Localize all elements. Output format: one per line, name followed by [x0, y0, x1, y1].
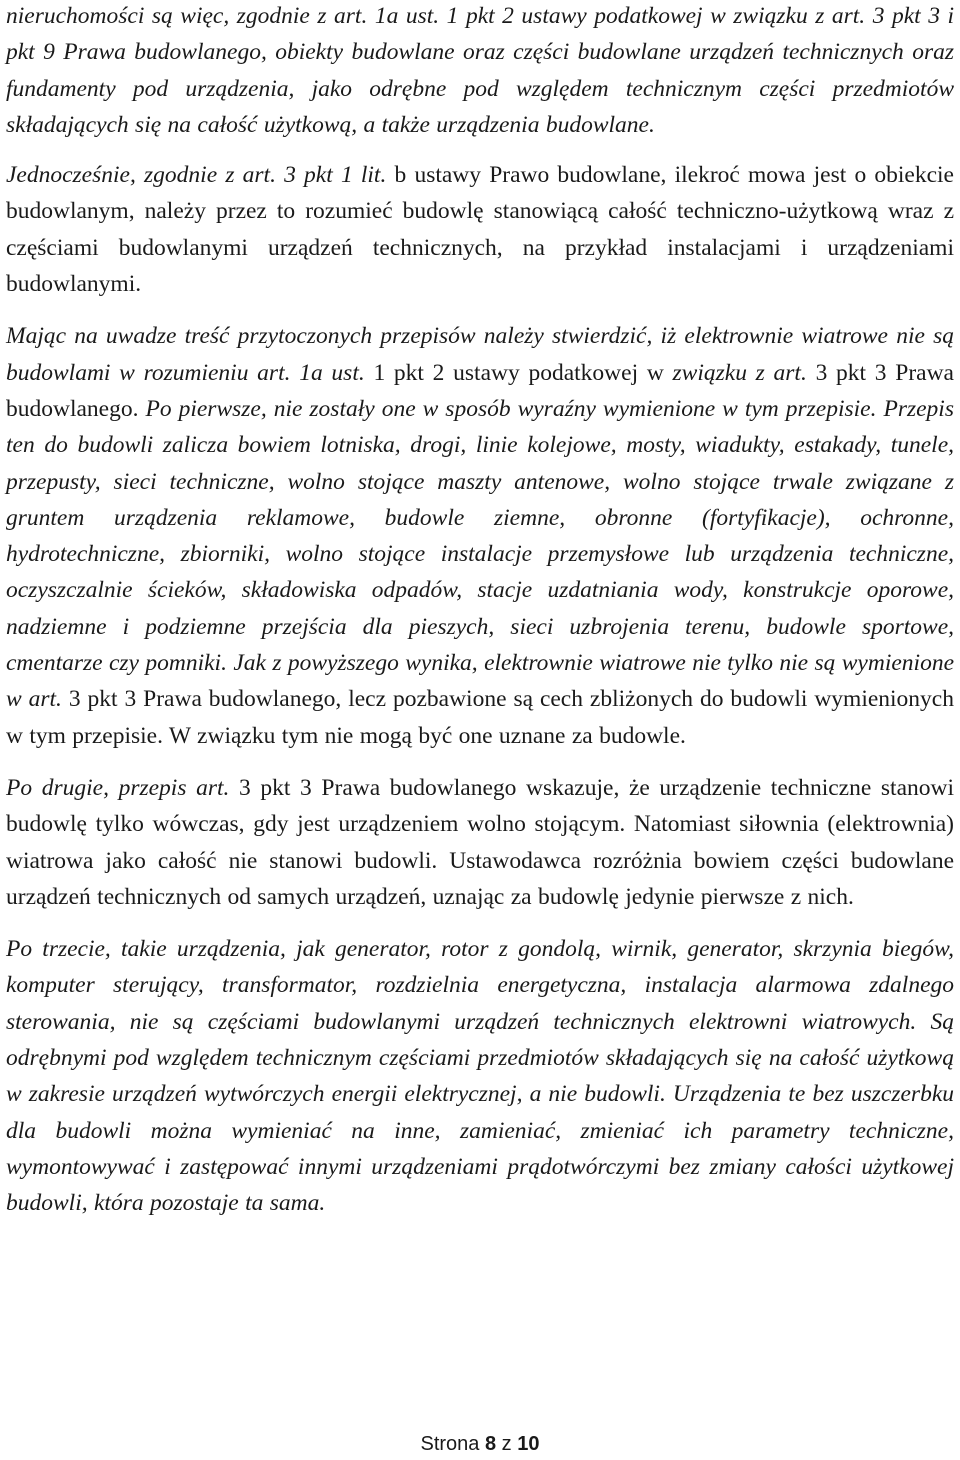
- footer-total-pages: 10: [517, 1433, 540, 1455]
- paragraph-3-italic-2: związku z art.: [672, 359, 816, 386]
- footer-prefix: Strona: [420, 1433, 485, 1455]
- paragraph-5: Po trzecie, takie urządzenia, jak generator, rotor z gondolą, wirnik, generator, skrzynia biegów, komputer sterujący, transformator, rozdzielnia energetyczna, instalacja alarmowa zdalnego sterowania, nie są częściami budowlanymi urządzeń technicznych elektrowni wiatrowych. Są odrębnymi pod względem technicznym częściami przedmiotów składających się na całość użytkową w zakresie urządzeń wytwórczych energii elektrycznej, a nie budowli. Urządzenia te bez uszczerbku dla budowli można wymieniać na inne, zamieniać, zmieniać ich parametry techniczne, wymontowywać i zastępować innymi urządzeniami prądotwórczymi bez zmiany całości użytkowej budowli, która pozostaje ta sama.: [6, 936, 954, 1217]
- paragraph-2: [6, 157, 954, 302]
- paragraph-gap: [6, 302, 954, 318]
- paragraph-4: [6, 770, 954, 915]
- document-page: [6, 0, 954, 1222]
- paragraph-3-normal-1: 1 pkt 2 ustawy podatkowej w: [373, 359, 673, 386]
- paragraph-3: [6, 318, 954, 754]
- paragraph-gap: [6, 754, 954, 770]
- page-number-footer: [0, 1432, 960, 1456]
- paragraph-1: nieruchomości są więc, zgodnie z art. 1a ust. 1 pkt 2 ustawy podatkowej w związku z art. 3 pkt 3 i pkt 9 Prawa budowlanego, obiekty budowlane oraz części budowlane urządzeń technicznych oraz fundamenty pod urządzenia, jako odrębne pod względem technicznym części przedmiotów składających się na całość użytkową, a także urządzenia budowlane.: [6, 3, 954, 138]
- paragraph-3-normal-2: 3 pkt 3 Prawa budowlanego.: [6, 359, 954, 422]
- paragraph-gap: [6, 915, 954, 931]
- paragraph-3-italic-1: Mając na uwadze treść przytoczonych przepisów należy stwierdzić, iż elektrownie wiatrowe nie są budowlami w rozumieniu art. 1a ust.: [6, 323, 954, 386]
- paragraph-gap: [6, 143, 954, 157]
- paragraph-2-italic: Jednocześnie, zgodnie z art. 3 pkt 1 lit.: [6, 162, 395, 189]
- paragraph-3-normal-3: 3 pkt 3 Prawa budowlanego, lecz pozbawione są cech zbliżonych do budowli wymienionych w tym przepisie. W związku tym nie mogą być one uznane za budowle.: [6, 686, 954, 749]
- paragraph-2-normal: b ustawy Prawo budowlane, ilekroć mowa jest o obiekcie budowlanym, należy przez to rozumieć budowlę stanowiącą całość techniczno-użytkową wraz z częściami budowlanymi urządzeń technicznych, na przykład instalacjami i urządzeniami budowlanymi.: [6, 162, 954, 298]
- paragraph-3-italic-3: Po pierwsze, nie zostały one w sposób wyraźny wymienione w tym przepisie. Przepis ten do budowli zalicza bowiem lotniska, drogi, linie kolejowe, mosty, wiadukty, estakady, tunele, przepusty, sieci techniczne, wolno stojące maszty antenowe, wolno stojące trwale związane z gruntem urządzenia reklamowe, budowle ziemne, obronne (fortyfikacje), ochronne, hydrotechniczne, zbiorniki, wolno stojące instalacje przemysłowe lub urządzenia techniczne, oczyszczalnie ścieków, składowiska odpadów, stacje uzdatniania wody, konstrukcje oporowe, nadziemne i podziemne przejścia dla pieszych, sieci uzbrojenia terenu, budowle sportowe, cmentarze czy pomniki. Jak z powyższego wynika, elektrownie wiatrowe nie tylko nie są wymienione w art.: [6, 395, 954, 713]
- paragraph-4-normal: 3 pkt 3 Prawa budowlanego wskazuje, że urządzenie techniczne stanowi budowlę tylko wówczas, gdy jest urządzeniem wolno stojącym. Natomiast siłownia (elektrownia) wiatrowa jako całość nie stanowi budowli. Ustawodawca rozróżnia bowiem części budowlane urządzeń technicznych od samych urządzeń, uznając za budowlę jedynie pierwsze z nich.: [6, 774, 954, 910]
- footer-separator: z: [496, 1433, 518, 1455]
- footer-current-page: 8: [484, 1433, 497, 1455]
- paragraph-4-italic: Po drugie, przepis art.: [6, 774, 240, 801]
